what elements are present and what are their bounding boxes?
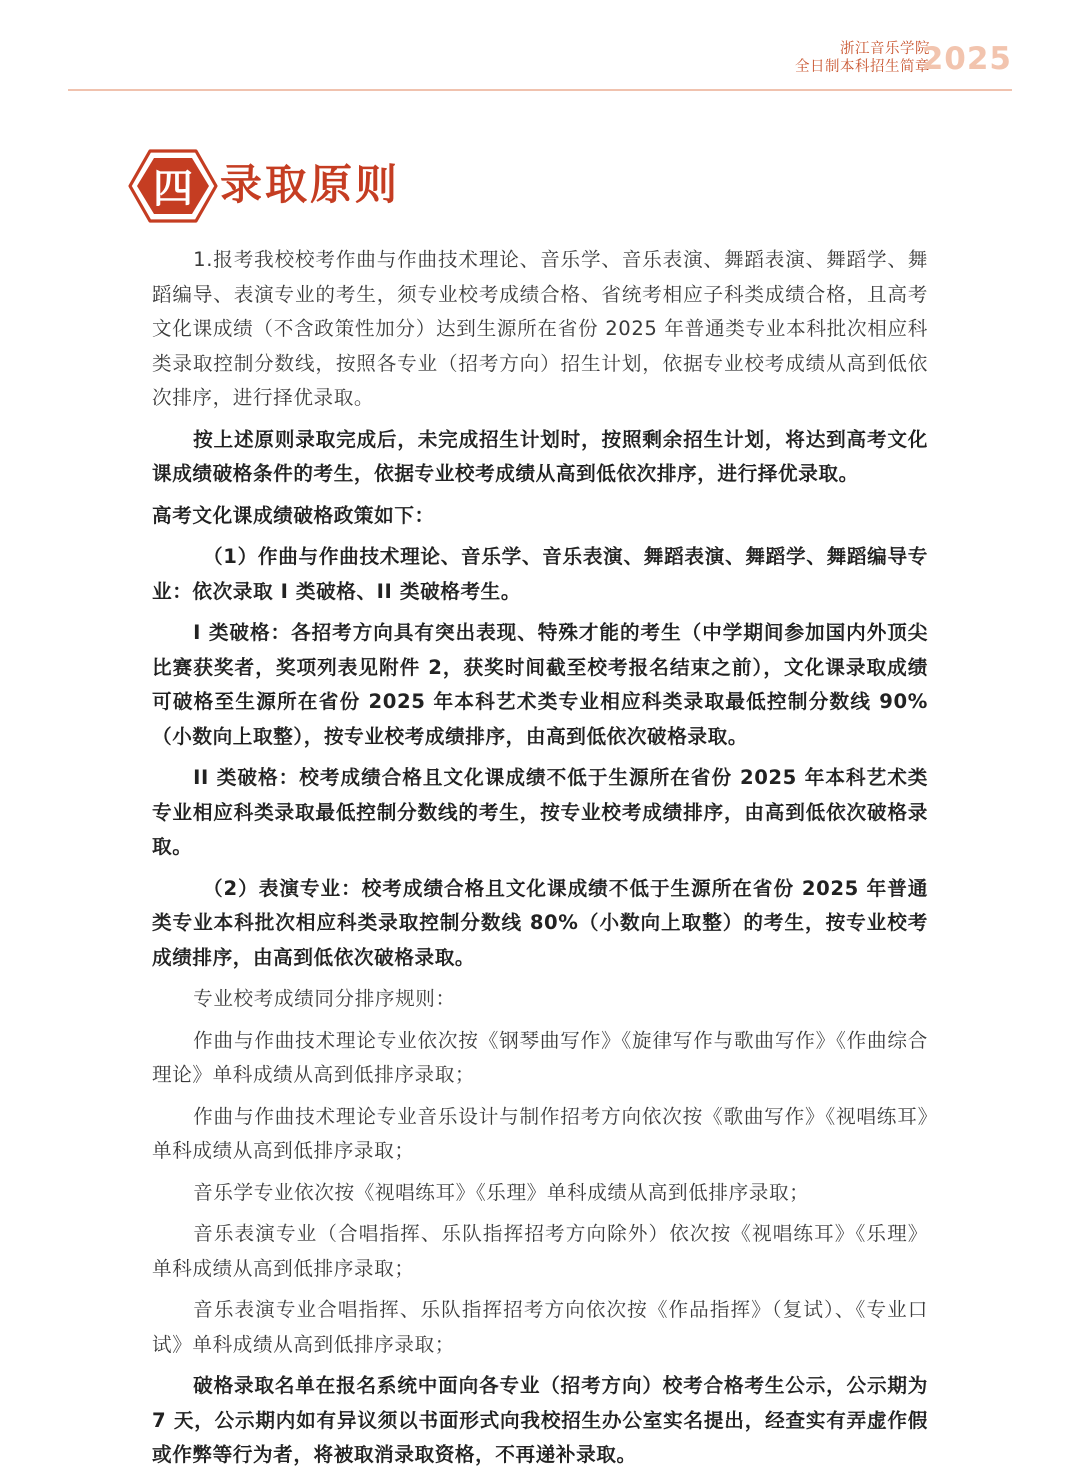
- header-year: 2025: [921, 41, 1012, 77]
- body-paragraph: 音乐学专业依次按《视唱练耳》《乐理》单科成绩从高到低排序录取；: [193, 1180, 810, 1204]
- body-paragraph: 1.报考我校校考作曲与作曲技术理论、音乐学、音乐表演、舞蹈表演、舞蹈学、舞蹈编导、表演专业的考生，须专业校考成绩合格、省统考相应子科类成绩合格，且高考文化课成绩（不含政策性加分）达到生源所在省份 2025 年普通类专业本科批次相应科类录取控制分数线，按照各专业（招考方向）招生计划，依据专业校考成绩从高到低依次排序，进行择优录取。: [152, 248, 928, 409]
- body-paragraph: 高考文化课成绩破格政策如下：: [152, 503, 435, 527]
- body-paragraph: I 类破格：各招考方向具有突出表现、特殊才能的考生（中学期间参加国内外顶尖比赛获奖者，奖项列表见附件 2，获奖时间截至校考报名结束之前），文化课录取成绩可破格至生源所在省份 2025 年本科艺术类专业相应科类录取最低控制分数线 90%（小数向上取整），按专业校考成绩排序，由高到低依次破格录取。: [152, 621, 928, 748]
- body-paragraph: 专业校考成绩同分排序规则：: [193, 987, 456, 1010]
- header-divider: [68, 89, 1012, 91]
- body-paragraph: 作曲与作曲技术理论专业依次按《钢琴曲写作》《旋律写作与歌曲写作》《作曲综合理论》单科成绩从高到低排序录取；: [152, 1028, 928, 1086]
- page-header: [0, 0, 1080, 92]
- body-paragraph: 破格录取名单在报名系统中面向各专业（招考方向）校考合格考生公示，公示期为 7 天，公示期内如有异议须以书面形式向我校招生办公室实名提出，经查实有弄虚作假或作弊等行为者，将被取消录取资格，不再递补录取。: [152, 1374, 928, 1466]
- body-paragraph: 作曲与作曲技术理论专业音乐设计与制作招考方向依次按《歌曲写作》《视唱练耳》单科成绩从高到低排序录取；: [152, 1104, 928, 1162]
- header-text: [795, 40, 930, 76]
- body-paragraph: 音乐表演专业（合唱指挥、乐队指挥招考方向除外）依次按《视唱练耳》《乐理》单科成绩从高到低排序录取；: [152, 1222, 928, 1280]
- section-badge-number: 四: [153, 165, 193, 212]
- body-paragraph: （2）表演专业：校考成绩合格且文化课成绩不低于生源所在省份 2025 年普通类专业本科批次相应科类录取控制分数线 80%（小数向上取整）的考生，按专业校考成绩排序，由高到低依次破格录取。: [152, 876, 928, 969]
- section-number-badge: [128, 147, 218, 225]
- body-paragraph: （1）作曲与作曲技术理论、音乐学、音乐表演、舞蹈表演、舞蹈学、舞蹈编导专业：依次录取 I 类破格、II 类破格考生。: [152, 545, 928, 603]
- body-content: [152, 243, 928, 1480]
- body-paragraph: 音乐表演专业合唱指挥、乐队指挥招考方向依次按《作品指挥》（复试）、《专业口试》单科成绩从高到低排序录取；: [152, 1298, 928, 1356]
- header-subtitle: 全日制本科招生简章: [795, 59, 930, 75]
- body-paragraph: II 类破格：校考成绩合格且文化课成绩不低于生源所在省份 2025 年本科艺术类专业相应科类录取最低控制分数线的考生，按专业校考成绩排序，由高到低依次破格录取。: [152, 766, 928, 858]
- body-paragraph: 按上述原则录取完成后，未完成招生计划时，按照剩余招生计划，将达到高考文化课成绩破格条件的考生，依据专业校考成绩从高到低依次排序，进行择优录取。: [152, 427, 928, 485]
- header-school: 浙江音乐学院: [840, 41, 930, 57]
- section-title: 录取原则: [220, 160, 401, 209]
